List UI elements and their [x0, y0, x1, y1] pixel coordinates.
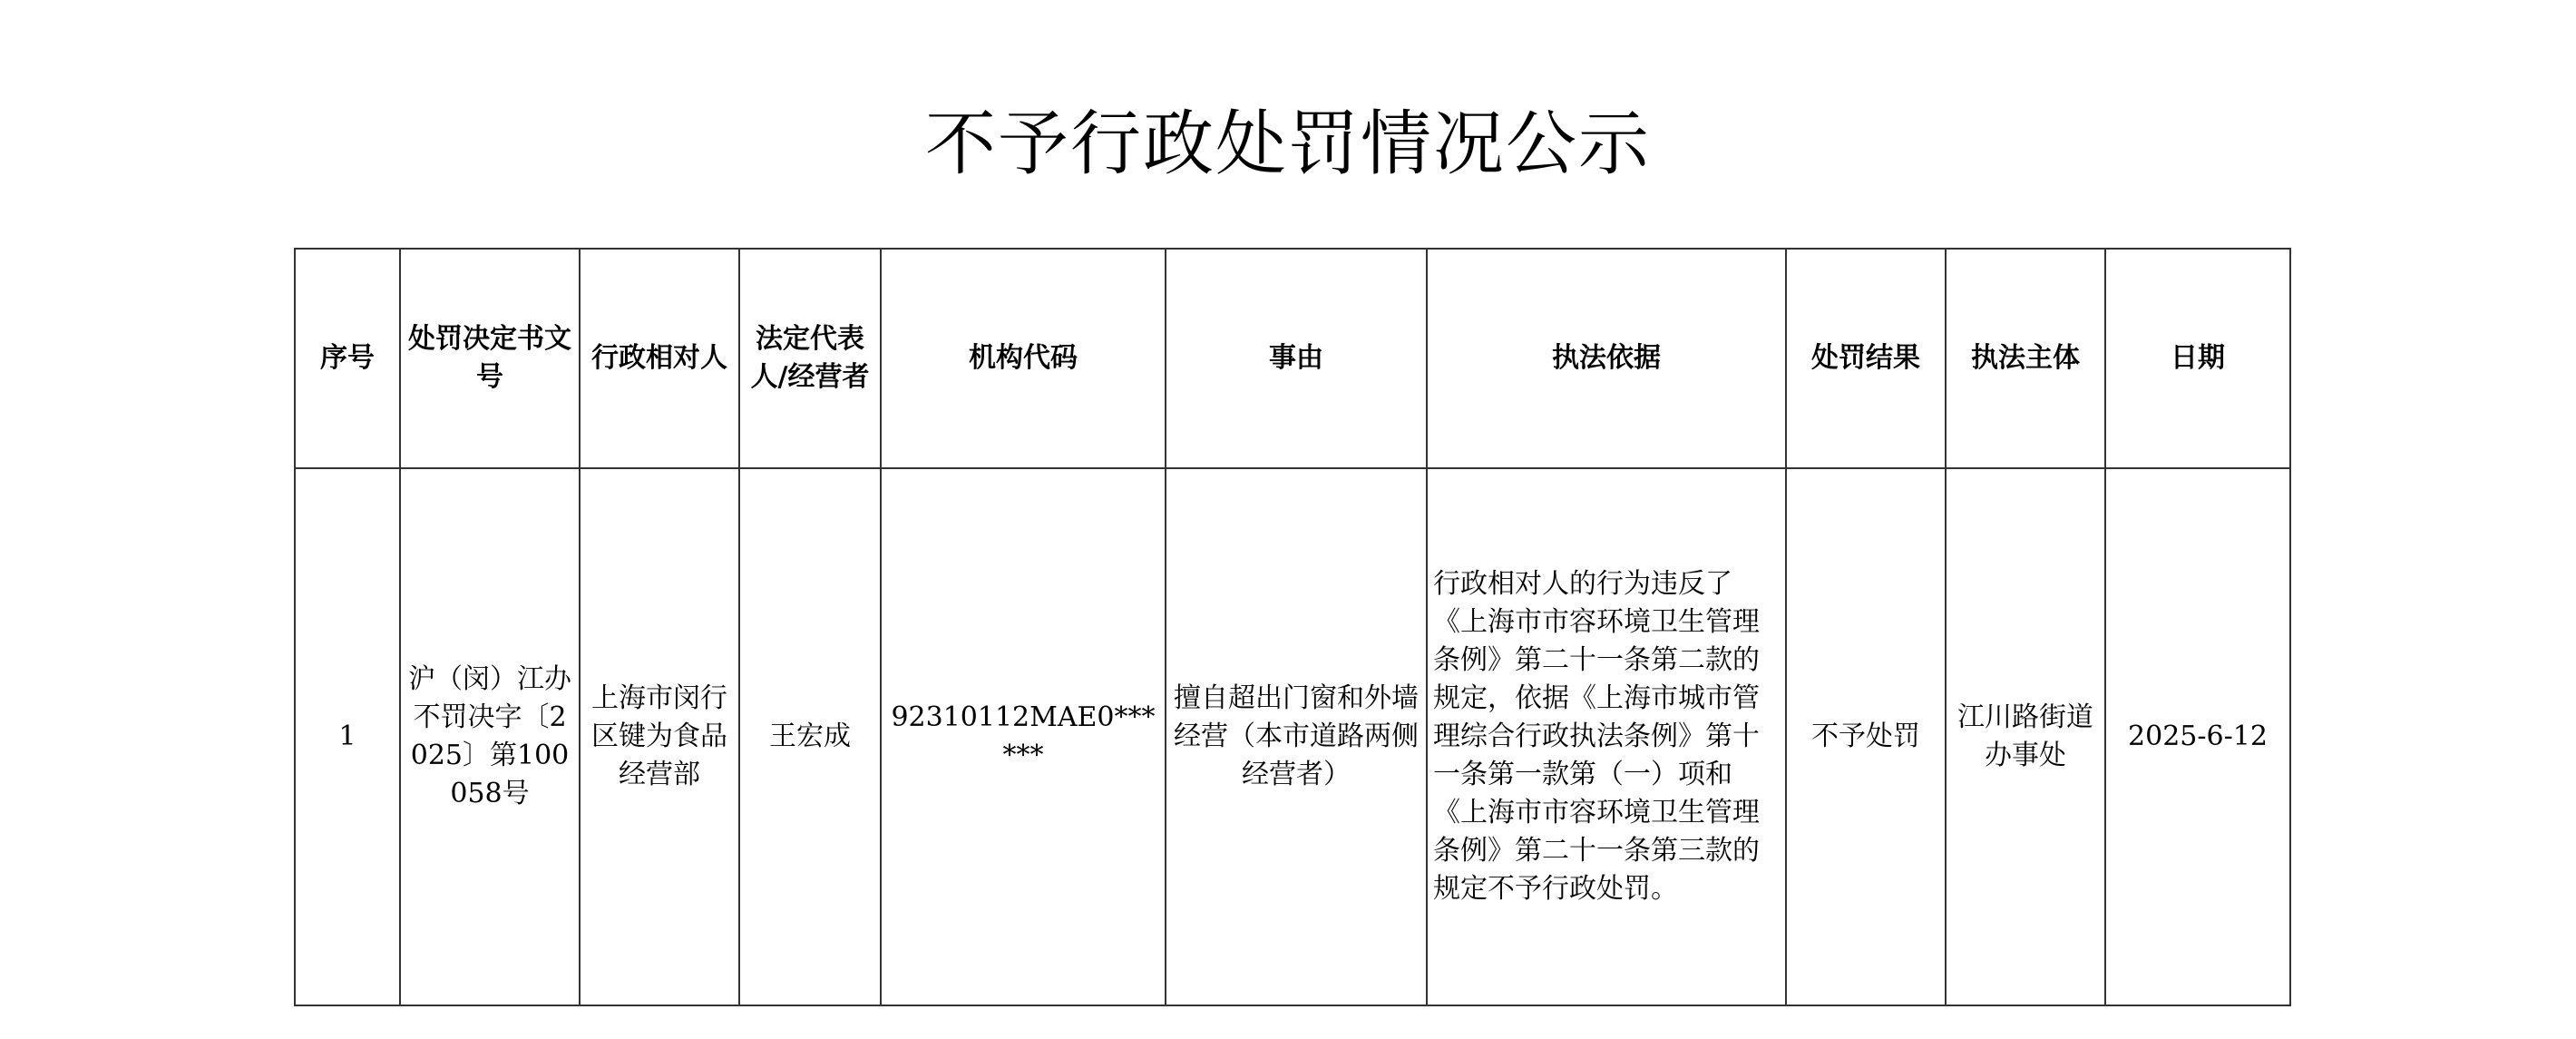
page-title: 不予行政处罚情况公示	[924, 103, 1651, 185]
cell-reason: 擅自超出门窗和外墙经营（本市道路两侧经营者）	[1166, 468, 1427, 1005]
cell-seq: 1	[295, 468, 400, 1005]
cell-org-code: 92310112MAE0******	[881, 468, 1166, 1005]
penalty-notice-table	[294, 248, 2291, 1006]
cell-authority: 江川路街道办事处	[1946, 468, 2105, 1005]
header-representative: 法定代表人/经营者	[739, 249, 881, 468]
cell-date: 2025-6-12	[2105, 468, 2290, 1005]
table-header-row	[295, 249, 2290, 468]
header-authority: 执法主体	[1946, 249, 2105, 468]
cell-representative: 王宏成	[739, 468, 881, 1005]
cell-basis: 行政相对人的行为违反了《上海市市容环境卫生管理条例》第二十一条第二款的规定，依据《上海市城市管理综合行政执法条例》第十一条第一款第（一）项和《上海市市容环境卫生管理条例》第二十一条第三款的规定不予行政处罚。	[1427, 468, 1786, 1005]
header-reason: 事由	[1166, 249, 1427, 468]
cell-party: 上海市闵行区键为食品经营部	[580, 468, 739, 1005]
header-org-code: 机构代码	[881, 249, 1166, 468]
header-seq: 序号	[295, 249, 400, 468]
header-party: 行政相对人	[580, 249, 739, 468]
header-decision-no: 处罚决定书文号	[400, 249, 580, 468]
header-result: 处罚结果	[1786, 249, 1946, 468]
table-row	[295, 468, 2290, 1005]
cell-decision-no: 沪（闵）江办不罚决字〔2025〕第100058号	[400, 468, 580, 1005]
header-date: 日期	[2105, 249, 2290, 468]
header-basis: 执法依据	[1427, 249, 1786, 468]
cell-result: 不予处罚	[1786, 468, 1946, 1005]
